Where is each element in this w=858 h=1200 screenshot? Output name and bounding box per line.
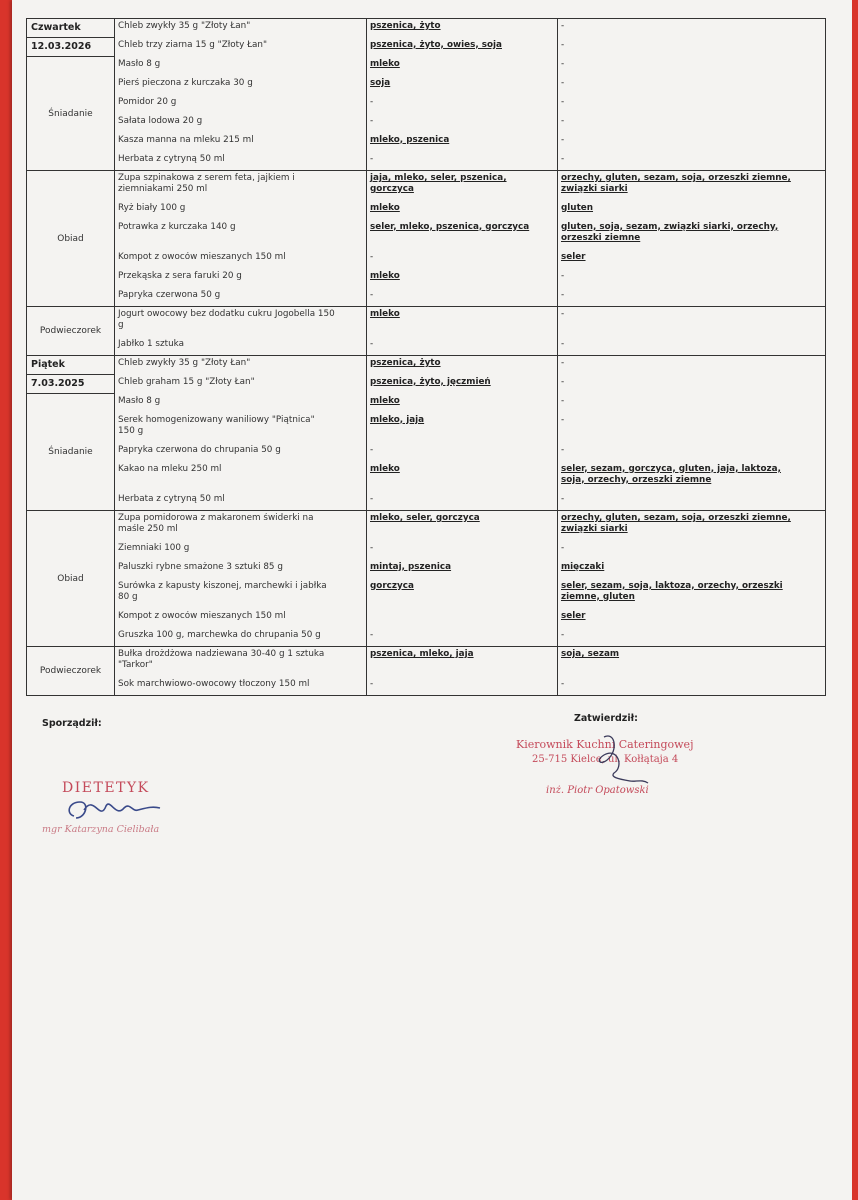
table-row (27, 511, 826, 541)
allergens-cell (367, 57, 558, 76)
day-date-cell (27, 375, 115, 394)
traces-cell (558, 95, 826, 114)
al-text: - (370, 444, 374, 455)
traces-cell (558, 443, 826, 462)
dish-cell (115, 541, 367, 560)
dish-cell (115, 337, 367, 356)
allergens-cell (367, 269, 558, 288)
dish-text: Papryka czerwona 50 g (118, 289, 221, 300)
tr-text: ziemne, gluten (561, 591, 635, 602)
traces-cell (558, 609, 826, 628)
table-row (27, 269, 826, 288)
tr-text: gluten (561, 202, 594, 213)
traces-cell (558, 76, 826, 95)
dish-text: 80 g (118, 591, 138, 602)
table-row (27, 394, 826, 413)
meal-name: Obiad (57, 573, 84, 584)
table-row (27, 220, 826, 250)
traces-cell (558, 628, 826, 647)
table-row (27, 337, 826, 356)
tr-text: - (561, 309, 565, 319)
day-date-cell (27, 38, 115, 57)
dish-cell (115, 560, 367, 579)
table-row (27, 307, 826, 337)
table-row (27, 677, 826, 696)
allergens-cell (367, 628, 558, 647)
traces-cell (558, 356, 826, 375)
dish-cell (115, 413, 367, 443)
dish-cell (115, 492, 367, 511)
manager-name: inż. Piotr Opatowski (546, 785, 649, 796)
al-text: gorczyca (370, 580, 414, 591)
dish-cell (115, 288, 367, 307)
table-row (27, 462, 826, 492)
manager-address: 25-715 Kielce, ul. Kołłątaja 4 (532, 754, 679, 765)
meal-name: Obiad (57, 233, 84, 244)
al-text: - (370, 96, 374, 107)
al-text: soja (370, 77, 391, 88)
traces-cell (558, 220, 826, 250)
allergens-cell (367, 394, 558, 413)
dish-text: Potrawka z kurczaka 140 g (118, 221, 236, 232)
al-text: mleko, seler, gorczyca (370, 513, 480, 523)
tr-text: - (561, 289, 565, 300)
traces-cell (558, 541, 826, 560)
dish-text: Masło 8 g (118, 58, 161, 69)
manager-signature (574, 727, 664, 787)
allergens-cell (367, 133, 558, 152)
tr-text: orzechy, gluten, sezam, soja, orzeszki ziemne, (561, 173, 791, 183)
traces-cell (558, 413, 826, 443)
allergens-cell (367, 560, 558, 579)
traces-cell (558, 288, 826, 307)
traces-cell (558, 201, 826, 220)
dish-cell (115, 628, 367, 647)
tr-text: - (561, 444, 565, 455)
allergens-cell (367, 76, 558, 95)
day-date: 12.03.2026 (31, 41, 92, 52)
tr-text: związki siarki (561, 184, 628, 194)
dish-cell (115, 95, 367, 114)
dish-cell (115, 201, 367, 220)
dish-text: Kompot z owoców mieszanych 150 ml (118, 610, 286, 621)
al-text: pszenica, żyto, owies, soja (370, 39, 502, 50)
al-text: pszenica, żyto, jęczmień (370, 376, 491, 387)
dish-text: Przekąska z sera faruki 20 g (118, 270, 242, 281)
tr-text: - (561, 115, 565, 126)
allergens-cell (367, 250, 558, 269)
tr-text: gluten, soja, sezam, związki siarki, orzechy, (561, 221, 779, 232)
prepared-by-label: Sporządził: (42, 718, 102, 729)
dish-cell (115, 443, 367, 462)
traces-cell (558, 19, 826, 38)
manager-title: Kierownik Kuchni Cateringowej (516, 738, 694, 751)
dish-text: Bułka drożdżowa nadziewana 30-40 g 1 sztuka (118, 649, 325, 659)
allergens-cell (367, 171, 558, 201)
traces-cell (558, 375, 826, 394)
al-text: - (370, 153, 374, 164)
dish-text: Jogurt owocowy bez dodatku cukru Jogobella 150 (118, 309, 335, 319)
meal-name: Śniadanie (48, 447, 93, 457)
table-row (27, 647, 826, 677)
meal-name-cell (27, 647, 115, 696)
day-name: Piątek (31, 359, 65, 370)
day-name-cell (27, 356, 115, 375)
dish-text: Kakao na mleku 250 ml (118, 463, 222, 474)
al-text: - (370, 289, 374, 300)
tr-text: związki siarki (561, 524, 628, 534)
allergens-cell (367, 114, 558, 133)
table-row (27, 152, 826, 171)
dish-cell (115, 76, 367, 95)
dish-text: ziemniakami 250 ml (118, 184, 208, 194)
tr-text: seler (561, 251, 586, 262)
meal-name-cell (27, 171, 115, 307)
al-text: jaja, mleko, seler, pszenica, (370, 173, 507, 183)
dish-text: Serek homogenizowany waniliowy "Piątnica" (118, 414, 315, 425)
dish-text: Pomidor 20 g (118, 96, 177, 107)
dish-cell (115, 152, 367, 171)
al-text: mleko (370, 309, 400, 319)
tr-text: - (561, 153, 565, 164)
allergens-cell (367, 609, 558, 628)
dish-cell (115, 114, 367, 133)
al-text: - (370, 251, 374, 262)
al-text: mleko (370, 463, 400, 474)
allergens-cell (367, 201, 558, 220)
tr-text: mięczaki (561, 561, 605, 572)
table-row (27, 38, 826, 57)
dish-text: Papryka czerwona do chrupania 50 g (118, 444, 281, 455)
meal-name-cell (27, 57, 115, 171)
table-row (27, 171, 826, 201)
tr-text: - (561, 134, 565, 145)
al-text: mleko (370, 270, 400, 281)
meal-name-cell (27, 394, 115, 511)
dish-cell (115, 375, 367, 394)
traces-cell (558, 57, 826, 76)
table-row (27, 375, 826, 394)
traces-cell (558, 560, 826, 579)
dish-text: Gruszka 100 g, marchewka do chrupania 50 g (118, 629, 321, 640)
dish-text: g (118, 320, 124, 330)
dish-cell (115, 394, 367, 413)
dish-cell (115, 579, 367, 609)
dish-text: maśle 250 ml (118, 524, 178, 534)
tr-text: - (561, 96, 565, 107)
table-row (27, 250, 826, 269)
allergens-cell (367, 152, 558, 171)
table-row (27, 114, 826, 133)
dish-cell (115, 647, 367, 677)
dish-text: Herbata z cytryną 50 ml (118, 153, 225, 164)
tr-text: - (561, 395, 565, 406)
dish-text: 150 g (118, 425, 144, 436)
approved-by-label: Zatwierdził: (574, 713, 638, 724)
dietitian-stamp-title: DIETETYK (62, 780, 150, 796)
traces-cell (558, 152, 826, 171)
tr-text: seler (561, 610, 586, 621)
traces-cell (558, 171, 826, 201)
allergens-cell (367, 579, 558, 609)
tr-text: orzechy, gluten, sezam, soja, orzeszki ziemne, (561, 513, 791, 523)
allergens-cell (367, 492, 558, 511)
allergens-cell (367, 443, 558, 462)
table-row (27, 133, 826, 152)
tr-text: - (561, 629, 565, 640)
traces-cell (558, 462, 826, 492)
traces-cell (558, 511, 826, 541)
traces-cell (558, 38, 826, 57)
table-row (27, 628, 826, 647)
tr-text: - (561, 77, 565, 88)
al-text: mleko, jaja (370, 414, 425, 425)
al-text: pszenica, mleko, jaja (370, 649, 474, 659)
dish-cell (115, 462, 367, 492)
tr-text: - (561, 542, 565, 553)
day-name-cell (27, 19, 115, 38)
meal-name-cell (27, 307, 115, 356)
dish-text: Kompot z owoców mieszanych 150 ml (118, 251, 286, 262)
dish-text: Chleb zwykły 35 g "Złoty Łan" (118, 21, 251, 31)
tr-text: soja, sezam (561, 649, 620, 659)
al-text: mintaj, pszenica (370, 561, 452, 572)
traces-cell (558, 677, 826, 696)
dish-text: Chleb zwykły 35 g "Złoty Łan" (118, 358, 251, 368)
dish-text: Sok marchwiowo-owocowy tłoczony 150 ml (118, 678, 310, 689)
al-text: mleko (370, 202, 400, 213)
allergens-cell (367, 288, 558, 307)
tr-text: - (561, 376, 565, 387)
dish-text: Chleb trzy ziarna 15 g "Złoty Łan" (118, 39, 268, 50)
al-text: mleko (370, 395, 400, 406)
table-row (27, 492, 826, 511)
dish-cell (115, 250, 367, 269)
dish-text: Zupa pomidorowa z makaronem świderki na (118, 513, 314, 523)
dish-cell (115, 19, 367, 38)
al-text: - (370, 115, 374, 126)
dish-text: Sałata lodowa 20 g (118, 115, 203, 126)
allergens-cell (367, 511, 558, 541)
allergens-cell (367, 375, 558, 394)
dish-cell (115, 677, 367, 696)
dish-cell (115, 269, 367, 288)
dish-text: "Tarkor" (118, 660, 153, 670)
dish-text: Paluszki rybne smażone 3 sztuki 85 g (118, 561, 283, 572)
dish-cell (115, 609, 367, 628)
al-text: mleko, pszenica (370, 134, 450, 145)
dish-text: Ryż biały 100 g (118, 202, 186, 213)
table-row (27, 19, 826, 38)
meal-name: Podwieczorek (39, 666, 102, 676)
tr-text: seler, sezam, soja, laktoza, orzechy, orzeszki (561, 580, 783, 591)
meal-name: Podwieczorek (39, 326, 102, 336)
al-text: - (370, 542, 374, 553)
allergens-cell (367, 356, 558, 375)
day-name: Czwartek (31, 22, 81, 33)
meal-name: Śniadanie (48, 108, 93, 119)
dish-cell (115, 220, 367, 250)
al-text: - (370, 493, 374, 504)
table-row (27, 579, 826, 609)
traces-cell (558, 269, 826, 288)
tr-text: - (561, 270, 565, 281)
allergens-cell (367, 413, 558, 443)
table-row (27, 201, 826, 220)
traces-cell (558, 394, 826, 413)
table-row (27, 76, 826, 95)
allergen-menu-table (26, 18, 826, 696)
al-text: mleko (370, 58, 400, 69)
dish-text: Surówka z kapusty kiszonej, marchewki i jabłka (118, 580, 327, 591)
dish-text: Masło 8 g (118, 395, 161, 406)
table-row (27, 443, 826, 462)
traces-cell (558, 579, 826, 609)
dish-cell (115, 171, 367, 201)
tr-text: - (561, 493, 565, 504)
al-text: pszenica, żyto (370, 358, 441, 368)
al-text: seler, mleko, pszenica, gorczyca (370, 221, 530, 232)
dish-text: Chleb graham 15 g "Złoty Łan" (118, 376, 255, 387)
allergens-cell (367, 677, 558, 696)
tr-text: orzeszki ziemne (561, 232, 641, 243)
allergens-cell (367, 19, 558, 38)
al-text: - (370, 629, 374, 640)
tr-text: - (561, 58, 565, 69)
traces-cell (558, 492, 826, 511)
dish-cell (115, 307, 367, 337)
traces-cell (558, 250, 826, 269)
allergens-cell (367, 220, 558, 250)
traces-cell (558, 337, 826, 356)
tr-text: soja, orzechy, orzeszki ziemne (561, 474, 712, 485)
meal-name-cell (27, 511, 115, 647)
table-row (27, 95, 826, 114)
allergens-cell (367, 307, 558, 337)
table-row (27, 356, 826, 375)
traces-cell (558, 133, 826, 152)
tr-text: - (561, 414, 565, 425)
dish-text: Zupa szpinakowa z serem feta, jajkiem i (118, 173, 295, 183)
dish-cell (115, 57, 367, 76)
tr-text: seler, sezam, gorczyca, gluten, jaja, laktoza, (561, 463, 781, 474)
dish-text: Ziemniaki 100 g (118, 542, 190, 553)
table-row (27, 609, 826, 628)
traces-cell (558, 307, 826, 337)
table-row (27, 560, 826, 579)
allergens-cell (367, 337, 558, 356)
dish-text: Kasza manna na mleku 215 ml (118, 134, 254, 145)
traces-cell (558, 114, 826, 133)
dietitian-name: mgr Katarzyna Cielibała (42, 824, 160, 835)
allergens-cell (367, 95, 558, 114)
tr-text: - (561, 39, 565, 50)
day-date: 7.03.2025 (31, 378, 85, 389)
tr-text: - (561, 338, 565, 349)
al-text: - (370, 338, 374, 349)
al-text: gorczyca (370, 184, 414, 194)
dish-cell (115, 356, 367, 375)
table-row (27, 288, 826, 307)
al-text: pszenica, żyto (370, 21, 441, 31)
allergens-cell (367, 647, 558, 677)
dish-cell (115, 133, 367, 152)
allergens-cell (367, 38, 558, 57)
traces-cell (558, 647, 826, 677)
dietitian-signature (60, 788, 170, 828)
dish-cell (115, 38, 367, 57)
tr-text: - (561, 678, 565, 689)
al-text: - (370, 678, 374, 689)
tr-text: - (561, 358, 565, 368)
document-page (12, 0, 852, 1200)
allergens-cell (367, 541, 558, 560)
table-row (27, 413, 826, 443)
dish-text: Jabłko 1 sztuka (118, 338, 184, 349)
table-row (27, 57, 826, 76)
allergens-cell (367, 462, 558, 492)
dish-cell (115, 511, 367, 541)
dish-text: Herbata z cytryną 50 ml (118, 493, 225, 504)
table-row (27, 541, 826, 560)
tr-text: - (561, 21, 565, 31)
dish-text: Pierś pieczona z kurczaka 30 g (118, 77, 253, 88)
